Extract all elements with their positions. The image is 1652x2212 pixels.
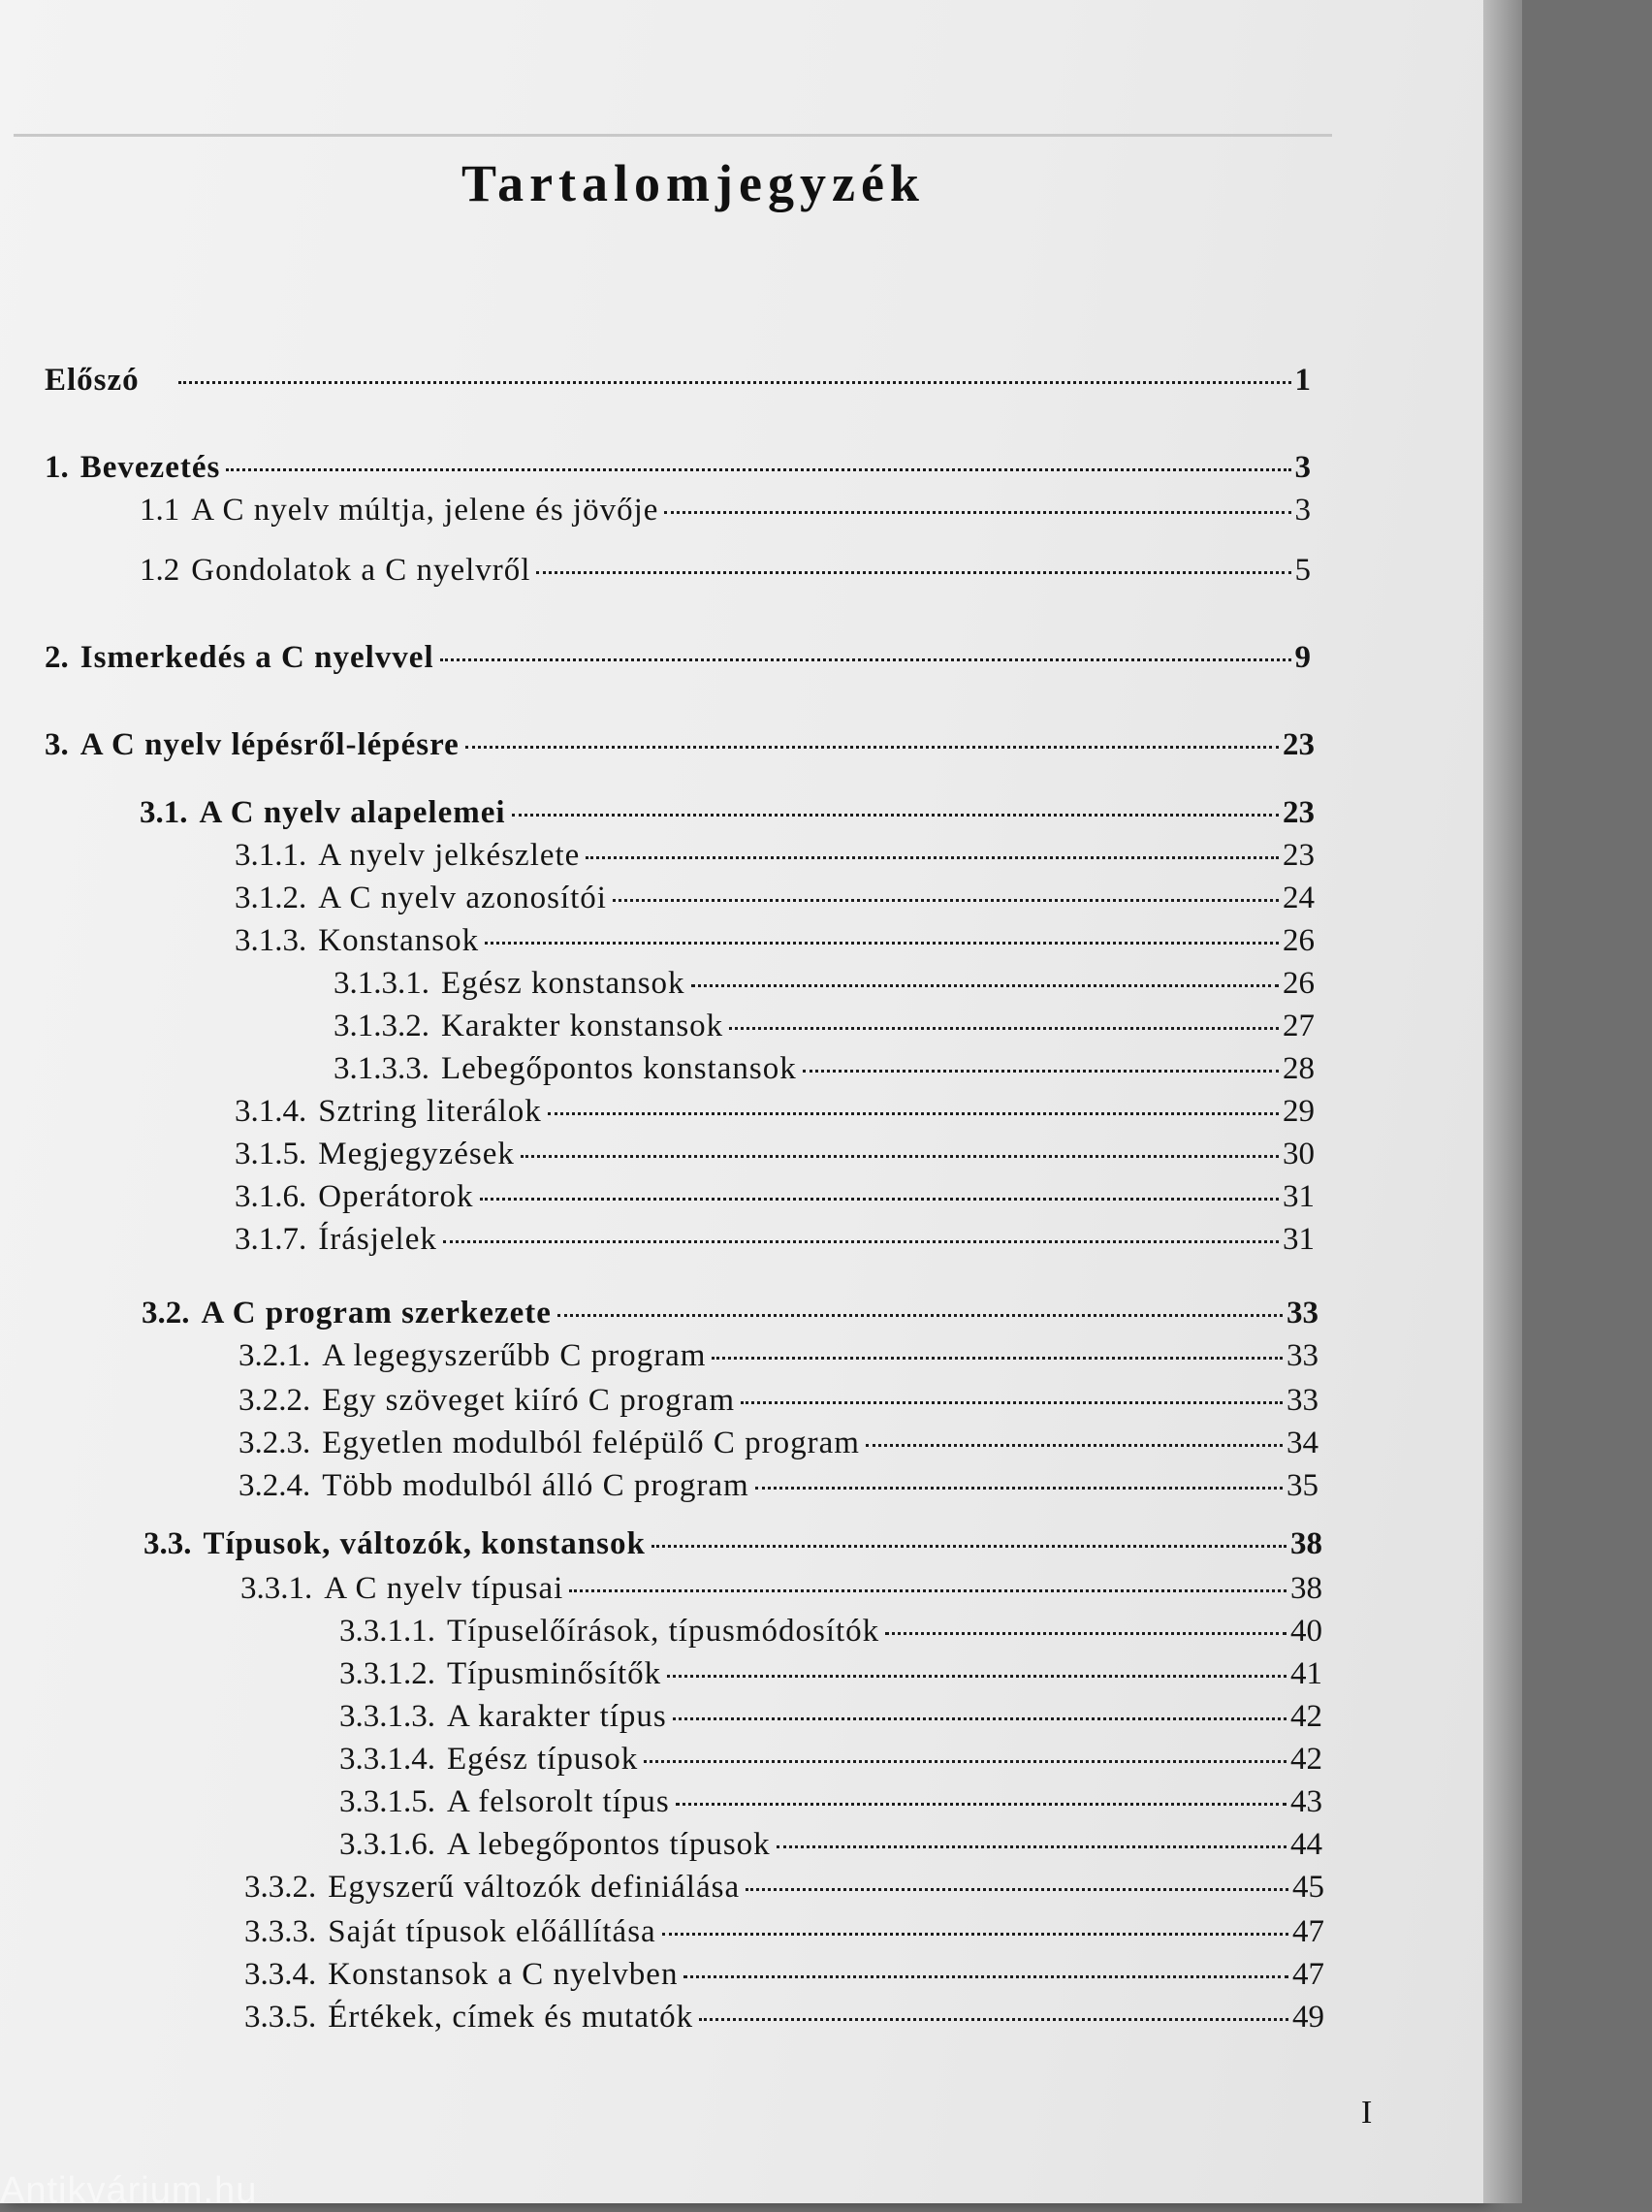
dot-leader (644, 1760, 1287, 1763)
dot-leader (777, 1845, 1287, 1848)
dot-leader (885, 1632, 1287, 1635)
toc-entry-3-1-4 (235, 1092, 1315, 1131)
toc-number: 1.1 (140, 493, 180, 528)
toc-page: 29 (1283, 1094, 1315, 1129)
toc-entry-3-3-1-4 (339, 1740, 1322, 1779)
dot-leader (443, 1240, 1279, 1243)
dot-leader (662, 1933, 1288, 1936)
toc-page: 45 (1292, 1870, 1324, 1905)
toc-entry-3-1-3 (235, 921, 1315, 960)
dot-leader (741, 1401, 1283, 1404)
dot-leader (512, 814, 1279, 817)
toc-page: 3 (1294, 493, 1311, 528)
toc-entry-1-1 (140, 491, 1311, 529)
toc-entry-1-2 (140, 551, 1311, 590)
toc-number: 1.2 (140, 553, 180, 588)
toc-page: 35 (1287, 1468, 1318, 1503)
dot-leader (664, 511, 1290, 514)
toc-label: A C nyelv lépésről-lépésre (79, 727, 460, 762)
toc-label: Karakter konstansok (441, 1009, 724, 1043)
toc-label: A C nyelv típusai (324, 1571, 564, 1606)
toc-number: 3.1.3.3. (334, 1051, 429, 1086)
dot-leader (667, 1675, 1287, 1678)
toc-entry-3-2-2 (238, 1381, 1318, 1420)
toc-label: Konstansok (318, 923, 480, 958)
toc-entry-3-1-7 (235, 1220, 1315, 1259)
toc-number: 3.1.7. (235, 1222, 307, 1257)
toc-label: Megjegyzések (318, 1137, 515, 1171)
toc-label: Típusminősítők (447, 1656, 662, 1691)
toc-page: 30 (1283, 1137, 1315, 1171)
toc-entry-3-3-1-2 (339, 1654, 1322, 1693)
toc-number: 1. (45, 450, 69, 485)
toc-entry-3-1-1 (235, 836, 1315, 875)
toc-label: A C program szerkezete (201, 1296, 552, 1330)
dot-leader (557, 1314, 1283, 1317)
toc-label: Egy szöveget kiíró C program (322, 1383, 735, 1418)
dot-leader (226, 468, 1290, 471)
toc-entry-3-2-1 (238, 1336, 1318, 1375)
toc-number: 3.3.1.4. (339, 1742, 435, 1777)
toc-number: 3.3.1.1. (339, 1614, 435, 1649)
dot-leader (548, 1112, 1279, 1115)
dot-leader (866, 1444, 1283, 1447)
toc-number: 3.3.5. (244, 2000, 317, 2035)
dot-leader (746, 1888, 1288, 1891)
dot-leader (651, 1545, 1287, 1548)
toc-page: 41 (1290, 1656, 1322, 1691)
dot-leader (676, 1803, 1287, 1806)
toc-entry-preface (45, 361, 1311, 400)
toc-page: 47 (1292, 1914, 1324, 1949)
dot-leader (729, 1027, 1279, 1030)
toc-page: 9 (1294, 640, 1311, 675)
toc-label: A C nyelv alapelemei (199, 795, 506, 830)
dot-leader (521, 1155, 1279, 1158)
toc-number: 3.2.2. (238, 1383, 311, 1418)
dot-leader (480, 1198, 1279, 1201)
toc-page: 47 (1292, 1957, 1324, 1992)
toc-entry-3-3-4 (244, 1955, 1324, 1994)
dot-leader (691, 984, 1279, 987)
toc-number: 3.2.3. (238, 1426, 311, 1460)
dot-leader (178, 381, 1291, 384)
toc-number: 3.3.1.2. (339, 1656, 435, 1691)
toc-page: 33 (1287, 1296, 1318, 1330)
toc-label: A nyelv jelkészlete (318, 838, 581, 873)
toc-number: 3. (45, 727, 69, 762)
toc-number: 3.1.4. (235, 1094, 307, 1129)
toc-number: 3.3.2. (244, 1870, 317, 1905)
dot-leader (485, 942, 1279, 945)
toc-page: 1 (1294, 363, 1311, 398)
toc-label: Sztring literálok (318, 1094, 542, 1129)
toc-page: 42 (1290, 1742, 1322, 1777)
toc-page: 23 (1283, 727, 1315, 762)
dot-leader (699, 2018, 1288, 2021)
toc-label: Bevezetés (79, 450, 221, 485)
dot-leader (712, 1357, 1283, 1360)
toc-number: 3.1. (140, 795, 188, 830)
toc-page: 3 (1294, 450, 1311, 485)
toc-entry-3-2 (142, 1294, 1318, 1332)
dot-leader (465, 746, 1279, 749)
toc-label: A felsorolt típus (447, 1784, 670, 1819)
toc-label: Írásjelek (318, 1222, 437, 1257)
dot-leader (613, 899, 1279, 902)
toc-entry-3-1-3-2 (334, 1007, 1315, 1045)
toc-page: 24 (1283, 881, 1315, 915)
toc-label: A lebegőpontos típusok (447, 1827, 771, 1862)
toc-label: Saját típusok előállítása (328, 1914, 656, 1949)
toc-page: 33 (1287, 1338, 1318, 1373)
toc-page: 38 (1290, 1571, 1322, 1606)
toc-label: Egyszerű változók definiálása (328, 1870, 741, 1905)
toc-label: Ismerkedés a C nyelvvel (79, 640, 434, 675)
toc-number: 3.3.1. (240, 1571, 313, 1606)
toc-page: 40 (1290, 1614, 1322, 1649)
dot-leader (803, 1070, 1279, 1073)
toc-entry-3-2-3 (238, 1424, 1318, 1462)
toc-entry-3-1-6 (235, 1177, 1315, 1216)
toc-label: A legegyszerűbb C program (322, 1338, 707, 1373)
toc-entry-2 (45, 638, 1311, 677)
toc-number: 3.3.1.3. (339, 1699, 435, 1734)
toc-page: 42 (1290, 1699, 1322, 1734)
toc-page: 5 (1294, 553, 1311, 588)
toc-entry-3-3-1-1 (339, 1612, 1322, 1651)
toc-label: Típuselőírások, típusmódosítók (447, 1614, 880, 1649)
toc-label: A karakter típus (447, 1699, 667, 1734)
toc-page: 26 (1283, 923, 1315, 958)
toc-label: Gondolatok a C nyelvről (191, 553, 531, 588)
toc-entry-3-3-5 (244, 1998, 1324, 2036)
toc-page: 38 (1290, 1526, 1322, 1561)
toc-label: Lebegőpontos konstansok (441, 1051, 797, 1086)
toc-entry-3-1-3-1 (334, 964, 1315, 1003)
toc-page: 43 (1290, 1784, 1322, 1819)
dot-leader (440, 658, 1291, 661)
toc-number: 3.2.4. (238, 1468, 311, 1503)
dot-leader (586, 856, 1279, 859)
toc-label: Egész konstansok (441, 966, 685, 1001)
toc-entry-3-2-4 (238, 1466, 1318, 1505)
toc-label: Konstansok a C nyelvben (328, 1957, 679, 1992)
toc-entry-3-1-5 (235, 1135, 1315, 1173)
toc-label: Több modulból álló C program (322, 1468, 749, 1503)
toc-entry-3-3-1-3 (339, 1697, 1322, 1736)
toc-page: 31 (1283, 1179, 1315, 1214)
toc-entry-3-3-1 (240, 1569, 1322, 1608)
toc-entry-3-3-1-5 (339, 1782, 1322, 1821)
toc-label: Egész típusok (447, 1742, 639, 1777)
toc-page: 31 (1283, 1222, 1315, 1257)
toc-label: Értékek, címek és mutatók (328, 2000, 694, 2035)
toc-label: Operátorok (318, 1179, 474, 1214)
toc-page: 26 (1283, 966, 1315, 1001)
toc-label: Típusok, változók, konstansok (203, 1526, 646, 1561)
dot-leader (536, 571, 1290, 574)
toc-label: Egyetlen modulból felépülő C program (322, 1426, 860, 1460)
toc-page: 33 (1287, 1383, 1318, 1418)
toc-page: 28 (1283, 1051, 1315, 1086)
toc-number: 3.1.3. (235, 923, 307, 958)
toc-page: 23 (1283, 795, 1315, 830)
toc-label: Előszó (45, 363, 140, 398)
toc-number: 3.3.1.5. (339, 1784, 435, 1819)
toc-number: 3.1.1. (235, 838, 307, 873)
toc-page: 27 (1283, 1009, 1315, 1043)
toc-number: 3.2. (142, 1296, 190, 1330)
toc-entry-3-1 (140, 793, 1315, 832)
toc-number: 3.3. (143, 1526, 192, 1561)
toc-entry-3-3-1-6 (339, 1825, 1322, 1864)
toc-number: 2. (45, 640, 69, 675)
toc-number: 3.1.6. (235, 1179, 307, 1214)
toc-entry-3-1-3-3 (334, 1049, 1315, 1088)
toc-label: A C nyelv múltja, jelene és jövője (191, 493, 659, 528)
toc-page: 34 (1287, 1426, 1318, 1460)
toc-number: 3.1.5. (235, 1137, 307, 1171)
toc-number: 3.1.3.1. (334, 966, 429, 1001)
toc-number: 3.1.3.2. (334, 1009, 429, 1043)
toc-number: 3.3.4. (244, 1957, 317, 1992)
toc-entry-3-3-2 (244, 1868, 1324, 1907)
dot-leader (673, 1717, 1287, 1720)
toc-page: 44 (1290, 1827, 1322, 1862)
toc-label: A C nyelv azonosítói (318, 881, 607, 915)
page-number: I (1361, 2095, 1373, 2131)
toc-entry-3-3-3 (244, 1912, 1324, 1951)
toc-number: 3.2.1. (238, 1338, 311, 1373)
toc-page: 23 (1283, 838, 1315, 873)
toc-number: 3.3.1.6. (339, 1827, 435, 1862)
dot-leader (755, 1487, 1283, 1490)
dot-leader (683, 1975, 1288, 1978)
toc-number: 3.1.2. (235, 881, 307, 915)
toc-entry-3 (45, 725, 1315, 764)
toc-number: 3.3.3. (244, 1914, 317, 1949)
toc-page: 49 (1292, 2000, 1324, 2035)
toc-entry-3-1-2 (235, 879, 1315, 917)
page-title: Tartalomjegyzék (461, 154, 925, 212)
watermark: Antikvárium.hu (0, 2170, 258, 2211)
toc-entry-1 (45, 448, 1311, 487)
dot-leader (569, 1589, 1287, 1592)
toc-entry-3-3 (143, 1524, 1322, 1563)
